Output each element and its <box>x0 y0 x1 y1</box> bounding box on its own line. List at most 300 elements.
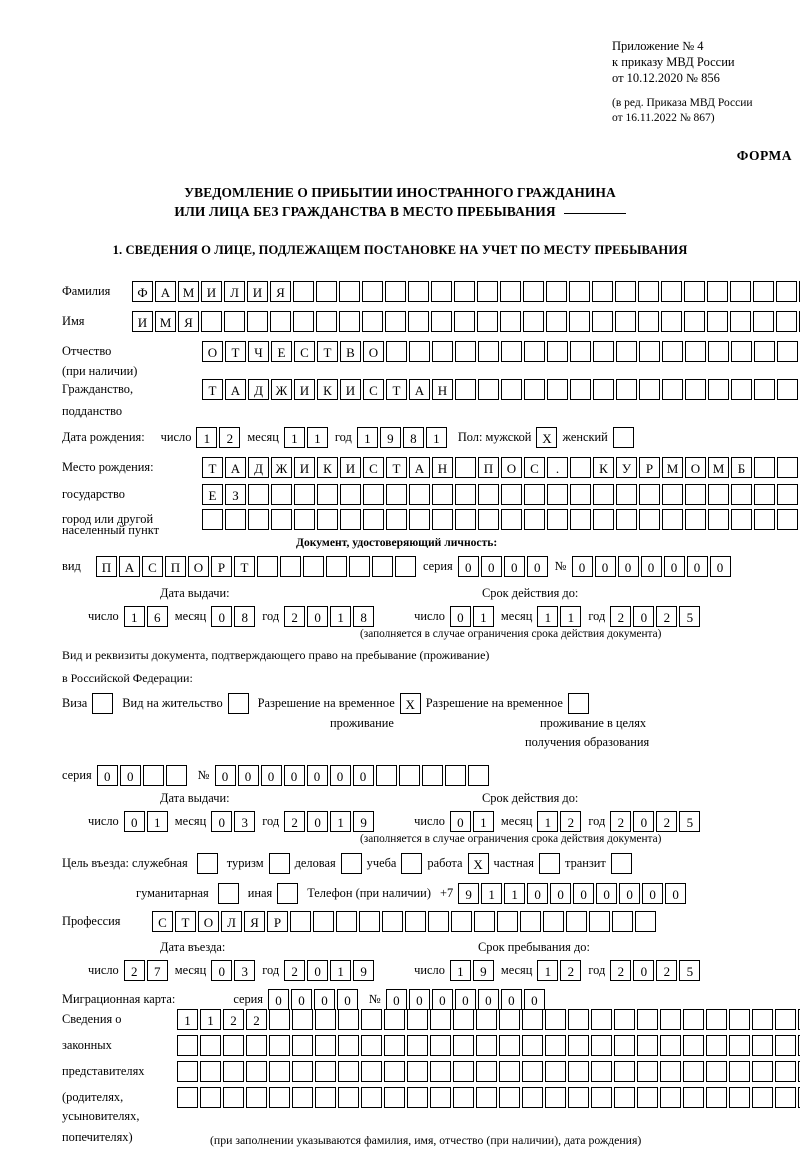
char-cell[interactable]: 0 <box>710 556 731 577</box>
char-cell[interactable] <box>753 281 774 302</box>
char-cell[interactable] <box>407 1035 428 1056</box>
doc-valid-year-input[interactable] <box>610 606 702 627</box>
char-cell[interactable] <box>407 1009 428 1030</box>
char-cell[interactable] <box>708 509 729 530</box>
char-cell[interactable] <box>614 1035 635 1056</box>
char-cell[interactable]: П <box>478 457 499 478</box>
char-cell[interactable]: Ж <box>271 457 292 478</box>
purpose-private-checkbox[interactable] <box>539 853 560 874</box>
char-cell[interactable] <box>280 556 301 577</box>
birthplace-line-3-input[interactable] <box>202 509 800 530</box>
char-cell[interactable] <box>315 1061 336 1082</box>
char-cell[interactable]: 2 <box>656 960 677 981</box>
char-cell[interactable]: Я <box>244 911 265 932</box>
patronymic-input[interactable] <box>202 341 800 362</box>
char-cell[interactable] <box>615 311 636 332</box>
purpose-humanitarian-checkbox[interactable] <box>218 883 239 904</box>
char-cell[interactable] <box>385 281 406 302</box>
char-cell[interactable] <box>639 509 660 530</box>
char-cell[interactable] <box>453 1061 474 1082</box>
char-cell[interactable]: Б <box>731 457 752 478</box>
char-cell[interactable] <box>777 509 798 530</box>
char-cell[interactable] <box>455 484 476 505</box>
char-cell[interactable]: 2 <box>560 811 581 832</box>
char-cell[interactable] <box>662 341 683 362</box>
char-cell[interactable] <box>707 281 728 302</box>
char-cell[interactable] <box>545 1009 566 1030</box>
char-cell[interactable] <box>202 509 223 530</box>
char-cell[interactable] <box>501 484 522 505</box>
char-cell[interactable] <box>777 379 798 400</box>
doc-series-input[interactable] <box>458 556 550 577</box>
char-cell[interactable] <box>200 1061 221 1082</box>
char-cell[interactable] <box>292 1009 313 1030</box>
legal-rep-input-2[interactable] <box>177 1035 800 1056</box>
char-cell[interactable] <box>316 281 337 302</box>
char-cell[interactable] <box>593 484 614 505</box>
char-cell[interactable] <box>361 1035 382 1056</box>
char-cell[interactable] <box>546 311 567 332</box>
char-cell[interactable] <box>524 379 545 400</box>
char-cell[interactable] <box>730 311 751 332</box>
entry-day-input[interactable] <box>124 960 170 981</box>
legal-rep-input-3[interactable] <box>177 1061 800 1082</box>
birthplace-line-2-input[interactable] <box>202 484 800 505</box>
char-cell[interactable] <box>593 379 614 400</box>
char-cell[interactable] <box>497 911 518 932</box>
char-cell[interactable] <box>706 1035 727 1056</box>
char-cell[interactable]: З <box>225 484 246 505</box>
char-cell[interactable]: О <box>198 911 219 932</box>
temp-residence-checkbox[interactable] <box>400 693 421 714</box>
char-cell[interactable]: 0 <box>687 556 708 577</box>
stay-until-day-input[interactable] <box>450 960 496 981</box>
char-cell[interactable] <box>752 1061 773 1082</box>
char-cell[interactable]: 9 <box>458 883 479 904</box>
char-cell[interactable] <box>777 341 798 362</box>
char-cell[interactable] <box>545 1035 566 1056</box>
char-cell[interactable] <box>753 311 774 332</box>
char-cell[interactable] <box>775 1061 796 1082</box>
char-cell[interactable] <box>683 1009 704 1030</box>
char-cell[interactable] <box>752 1009 773 1030</box>
char-cell[interactable] <box>635 911 656 932</box>
char-cell[interactable] <box>407 1087 428 1108</box>
char-cell[interactable] <box>501 509 522 530</box>
char-cell[interactable]: 1 <box>330 606 351 627</box>
char-cell[interactable]: 1 <box>284 427 305 448</box>
char-cell[interactable] <box>685 379 706 400</box>
char-cell[interactable]: 9 <box>353 960 374 981</box>
char-cell[interactable] <box>589 911 610 932</box>
birthplace-line-1-input[interactable] <box>202 457 800 478</box>
birth-month-input[interactable] <box>284 427 330 448</box>
char-cell[interactable] <box>430 1087 451 1108</box>
char-cell[interactable] <box>428 911 449 932</box>
char-cell[interactable] <box>593 509 614 530</box>
char-cell[interactable]: 1 <box>450 960 471 981</box>
doc-issue-month-input[interactable] <box>211 606 257 627</box>
char-cell[interactable]: 6 <box>147 606 168 627</box>
purpose-other-checkbox[interactable] <box>277 883 298 904</box>
char-cell[interactable]: И <box>340 379 361 400</box>
char-cell[interactable] <box>177 1035 198 1056</box>
char-cell[interactable] <box>340 484 361 505</box>
char-cell[interactable] <box>637 1009 658 1030</box>
char-cell[interactable] <box>386 341 407 362</box>
char-cell[interactable] <box>432 509 453 530</box>
char-cell[interactable] <box>683 1035 704 1056</box>
char-cell[interactable] <box>616 379 637 400</box>
char-cell[interactable]: 0 <box>619 883 640 904</box>
char-cell[interactable]: 2 <box>610 960 631 981</box>
char-cell[interactable]: Я <box>270 281 291 302</box>
birth-day-input[interactable] <box>196 427 242 448</box>
char-cell[interactable]: С <box>363 379 384 400</box>
char-cell[interactable] <box>660 1061 681 1082</box>
surname-input[interactable] <box>132 281 800 302</box>
char-cell[interactable] <box>223 1087 244 1108</box>
char-cell[interactable] <box>520 911 541 932</box>
legal-rep-input-1[interactable] <box>177 1009 800 1030</box>
char-cell[interactable] <box>591 1035 612 1056</box>
char-cell[interactable]: 0 <box>432 989 453 1010</box>
entry-year-input[interactable] <box>284 960 376 981</box>
char-cell[interactable] <box>453 1035 474 1056</box>
char-cell[interactable] <box>566 911 587 932</box>
char-cell[interactable]: 1 <box>473 606 494 627</box>
edu-residence-checkbox[interactable] <box>568 693 589 714</box>
char-cell[interactable] <box>197 853 218 874</box>
char-cell[interactable] <box>453 1087 474 1108</box>
char-cell[interactable]: Н <box>432 379 453 400</box>
char-cell[interactable] <box>522 1009 543 1030</box>
char-cell[interactable] <box>247 311 268 332</box>
char-cell[interactable] <box>754 379 775 400</box>
char-cell[interactable] <box>341 853 362 874</box>
char-cell[interactable] <box>729 1009 750 1030</box>
char-cell[interactable]: 3 <box>234 811 255 832</box>
char-cell[interactable] <box>201 311 222 332</box>
char-cell[interactable]: 1 <box>200 1009 221 1030</box>
char-cell[interactable]: 0 <box>353 765 374 786</box>
char-cell[interactable]: 1 <box>481 883 502 904</box>
char-cell[interactable] <box>477 281 498 302</box>
char-cell[interactable] <box>338 1009 359 1030</box>
char-cell[interactable]: 0 <box>481 556 502 577</box>
char-cell[interactable] <box>382 911 403 932</box>
char-cell[interactable]: 2 <box>284 606 305 627</box>
char-cell[interactable]: Р <box>639 457 660 478</box>
char-cell[interactable] <box>500 311 521 332</box>
char-cell[interactable] <box>361 1087 382 1108</box>
char-cell[interactable] <box>611 853 632 874</box>
char-cell[interactable] <box>499 1061 520 1082</box>
char-cell[interactable]: 0 <box>124 811 145 832</box>
char-cell[interactable]: А <box>119 556 140 577</box>
char-cell[interactable] <box>775 1035 796 1056</box>
char-cell[interactable] <box>683 1087 704 1108</box>
sex-male-checkbox[interactable] <box>536 427 557 448</box>
char-cell[interactable]: Е <box>271 341 292 362</box>
char-cell[interactable] <box>476 1009 497 1030</box>
char-cell[interactable]: 0 <box>550 883 571 904</box>
char-cell[interactable]: К <box>593 457 614 478</box>
char-cell[interactable]: А <box>155 281 176 302</box>
residence-permit-checkbox[interactable] <box>228 693 249 714</box>
char-cell[interactable]: 7 <box>147 960 168 981</box>
char-cell[interactable] <box>661 281 682 302</box>
char-cell[interactable] <box>270 311 291 332</box>
char-cell[interactable]: 8 <box>403 427 424 448</box>
char-cell[interactable]: Т <box>386 457 407 478</box>
stay-until-year-input[interactable] <box>610 960 702 981</box>
char-cell[interactable]: 1 <box>330 960 351 981</box>
char-cell[interactable]: X <box>400 693 421 714</box>
char-cell[interactable] <box>293 281 314 302</box>
char-cell[interactable]: Т <box>202 457 223 478</box>
char-cell[interactable] <box>708 379 729 400</box>
char-cell[interactable] <box>399 765 420 786</box>
char-cell[interactable]: 1 <box>177 1009 198 1030</box>
char-cell[interactable]: 0 <box>573 883 594 904</box>
char-cell[interactable] <box>570 484 591 505</box>
char-cell[interactable] <box>228 693 249 714</box>
birth-year-input[interactable] <box>357 427 449 448</box>
char-cell[interactable]: 8 <box>353 606 374 627</box>
visa-checkbox[interactable] <box>92 693 113 714</box>
char-cell[interactable]: 0 <box>307 606 328 627</box>
char-cell[interactable] <box>754 341 775 362</box>
char-cell[interactable] <box>706 1061 727 1082</box>
char-cell[interactable]: 0 <box>261 765 282 786</box>
char-cell[interactable] <box>729 1061 750 1082</box>
char-cell[interactable] <box>685 509 706 530</box>
char-cell[interactable]: 0 <box>633 811 654 832</box>
char-cell[interactable] <box>177 1087 198 1108</box>
char-cell[interactable] <box>445 765 466 786</box>
profession-input[interactable] <box>152 911 658 932</box>
char-cell[interactable] <box>339 311 360 332</box>
char-cell[interactable]: 1 <box>537 960 558 981</box>
char-cell[interactable] <box>166 765 187 786</box>
char-cell[interactable] <box>315 1087 336 1108</box>
char-cell[interactable] <box>499 1009 520 1030</box>
char-cell[interactable] <box>269 1009 290 1030</box>
char-cell[interactable]: И <box>247 281 268 302</box>
char-cell[interactable] <box>614 1087 635 1108</box>
char-cell[interactable]: К <box>317 457 338 478</box>
char-cell[interactable]: 0 <box>633 960 654 981</box>
char-cell[interactable] <box>729 1035 750 1056</box>
char-cell[interactable] <box>455 457 476 478</box>
char-cell[interactable] <box>776 281 797 302</box>
char-cell[interactable]: 0 <box>596 883 617 904</box>
char-cell[interactable]: 0 <box>618 556 639 577</box>
char-cell[interactable] <box>570 341 591 362</box>
char-cell[interactable] <box>616 341 637 362</box>
char-cell[interactable] <box>363 509 384 530</box>
char-cell[interactable] <box>453 1009 474 1030</box>
doc-valid-day-input[interactable] <box>450 606 496 627</box>
char-cell[interactable] <box>639 379 660 400</box>
char-cell[interactable]: К <box>317 379 338 400</box>
char-cell[interactable]: Н <box>432 457 453 478</box>
char-cell[interactable]: 1 <box>147 811 168 832</box>
char-cell[interactable]: А <box>225 379 246 400</box>
char-cell[interactable] <box>570 379 591 400</box>
char-cell[interactable] <box>731 484 752 505</box>
char-cell[interactable] <box>225 509 246 530</box>
char-cell[interactable]: М <box>155 311 176 332</box>
char-cell[interactable] <box>524 341 545 362</box>
char-cell[interactable] <box>752 1035 773 1056</box>
char-cell[interactable] <box>775 1087 796 1108</box>
char-cell[interactable]: Т <box>317 341 338 362</box>
char-cell[interactable] <box>478 341 499 362</box>
char-cell[interactable] <box>637 1061 658 1082</box>
char-cell[interactable]: 5 <box>679 811 700 832</box>
char-cell[interactable] <box>432 341 453 362</box>
char-cell[interactable] <box>568 693 589 714</box>
char-cell[interactable]: 0 <box>409 989 430 1010</box>
char-cell[interactable] <box>386 484 407 505</box>
char-cell[interactable] <box>430 1009 451 1030</box>
char-cell[interactable] <box>223 1061 244 1082</box>
char-cell[interactable]: М <box>662 457 683 478</box>
char-cell[interactable]: Ж <box>271 379 292 400</box>
char-cell[interactable]: 0 <box>524 989 545 1010</box>
char-cell[interactable] <box>614 1009 635 1030</box>
char-cell[interactable] <box>218 883 239 904</box>
char-cell[interactable]: Ф <box>132 281 153 302</box>
char-cell[interactable] <box>338 1061 359 1082</box>
doc-valid-month-input[interactable] <box>537 606 583 627</box>
char-cell[interactable] <box>547 509 568 530</box>
char-cell[interactable]: О <box>363 341 384 362</box>
char-cell[interactable] <box>547 379 568 400</box>
char-cell[interactable] <box>546 281 567 302</box>
char-cell[interactable]: Д <box>248 457 269 478</box>
char-cell[interactable] <box>409 509 430 530</box>
char-cell[interactable]: 0 <box>211 606 232 627</box>
char-cell[interactable] <box>405 911 426 932</box>
char-cell[interactable] <box>455 341 476 362</box>
char-cell[interactable] <box>326 556 347 577</box>
char-cell[interactable] <box>613 427 634 448</box>
char-cell[interactable] <box>292 1087 313 1108</box>
char-cell[interactable] <box>246 1061 267 1082</box>
char-cell[interactable]: 1 <box>537 606 558 627</box>
char-cell[interactable]: Т <box>175 911 196 932</box>
stay-until-month-input[interactable] <box>537 960 583 981</box>
doc-kind-input[interactable] <box>96 556 418 577</box>
char-cell[interactable]: 1 <box>124 606 145 627</box>
char-cell[interactable] <box>315 1035 336 1056</box>
char-cell[interactable]: 0 <box>633 606 654 627</box>
char-cell[interactable] <box>754 457 775 478</box>
char-cell[interactable]: О <box>188 556 209 577</box>
char-cell[interactable] <box>362 311 383 332</box>
char-cell[interactable]: 2 <box>223 1009 244 1030</box>
char-cell[interactable] <box>361 1009 382 1030</box>
char-cell[interactable] <box>361 1061 382 1082</box>
char-cell[interactable] <box>592 281 613 302</box>
char-cell[interactable] <box>637 1035 658 1056</box>
char-cell[interactable]: 0 <box>527 883 548 904</box>
char-cell[interactable] <box>685 341 706 362</box>
char-cell[interactable] <box>177 1061 198 1082</box>
char-cell[interactable]: Р <box>267 911 288 932</box>
char-cell[interactable] <box>468 765 489 786</box>
char-cell[interactable]: 0 <box>478 989 499 1010</box>
purpose-work-checkbox[interactable] <box>468 853 489 874</box>
char-cell[interactable] <box>684 281 705 302</box>
stay-valid-month-input[interactable] <box>537 811 583 832</box>
char-cell[interactable] <box>523 281 544 302</box>
stay-number-input[interactable] <box>215 765 491 786</box>
char-cell[interactable] <box>294 509 315 530</box>
char-cell[interactable] <box>660 1009 681 1030</box>
char-cell[interactable]: 1 <box>357 427 378 448</box>
char-cell[interactable]: X <box>536 427 557 448</box>
migration-number-input[interactable] <box>386 989 547 1010</box>
char-cell[interactable] <box>454 311 475 332</box>
char-cell[interactable]: 1 <box>196 427 217 448</box>
char-cell[interactable] <box>474 911 495 932</box>
char-cell[interactable] <box>422 765 443 786</box>
char-cell[interactable] <box>545 1061 566 1082</box>
char-cell[interactable] <box>499 1035 520 1056</box>
char-cell[interactable]: 1 <box>560 606 581 627</box>
char-cell[interactable]: Я <box>178 311 199 332</box>
char-cell[interactable] <box>200 1087 221 1108</box>
char-cell[interactable]: 0 <box>307 811 328 832</box>
name-input[interactable] <box>132 311 800 332</box>
char-cell[interactable]: А <box>409 379 430 400</box>
char-cell[interactable] <box>662 379 683 400</box>
char-cell[interactable] <box>501 341 522 362</box>
char-cell[interactable] <box>430 1035 451 1056</box>
char-cell[interactable] <box>246 1035 267 1056</box>
char-cell[interactable] <box>349 556 370 577</box>
char-cell[interactable] <box>569 281 590 302</box>
stay-valid-day-input[interactable] <box>450 811 496 832</box>
char-cell[interactable] <box>615 281 636 302</box>
sex-female-checkbox[interactable] <box>613 427 634 448</box>
char-cell[interactable]: Т <box>234 556 255 577</box>
char-cell[interactable] <box>451 911 472 932</box>
char-cell[interactable]: 0 <box>211 811 232 832</box>
char-cell[interactable] <box>731 509 752 530</box>
char-cell[interactable] <box>731 379 752 400</box>
char-cell[interactable]: 0 <box>330 765 351 786</box>
char-cell[interactable] <box>386 509 407 530</box>
char-cell[interactable] <box>476 1035 497 1056</box>
char-cell[interactable] <box>317 509 338 530</box>
char-cell[interactable] <box>454 281 475 302</box>
char-cell[interactable] <box>336 911 357 932</box>
char-cell[interactable] <box>478 509 499 530</box>
char-cell[interactable] <box>639 484 660 505</box>
char-cell[interactable]: 0 <box>337 989 358 1010</box>
char-cell[interactable]: 0 <box>455 989 476 1010</box>
char-cell[interactable] <box>522 1087 543 1108</box>
doc-issue-year-input[interactable] <box>284 606 376 627</box>
char-cell[interactable] <box>478 379 499 400</box>
char-cell[interactable]: 0 <box>595 556 616 577</box>
char-cell[interactable] <box>401 853 422 874</box>
